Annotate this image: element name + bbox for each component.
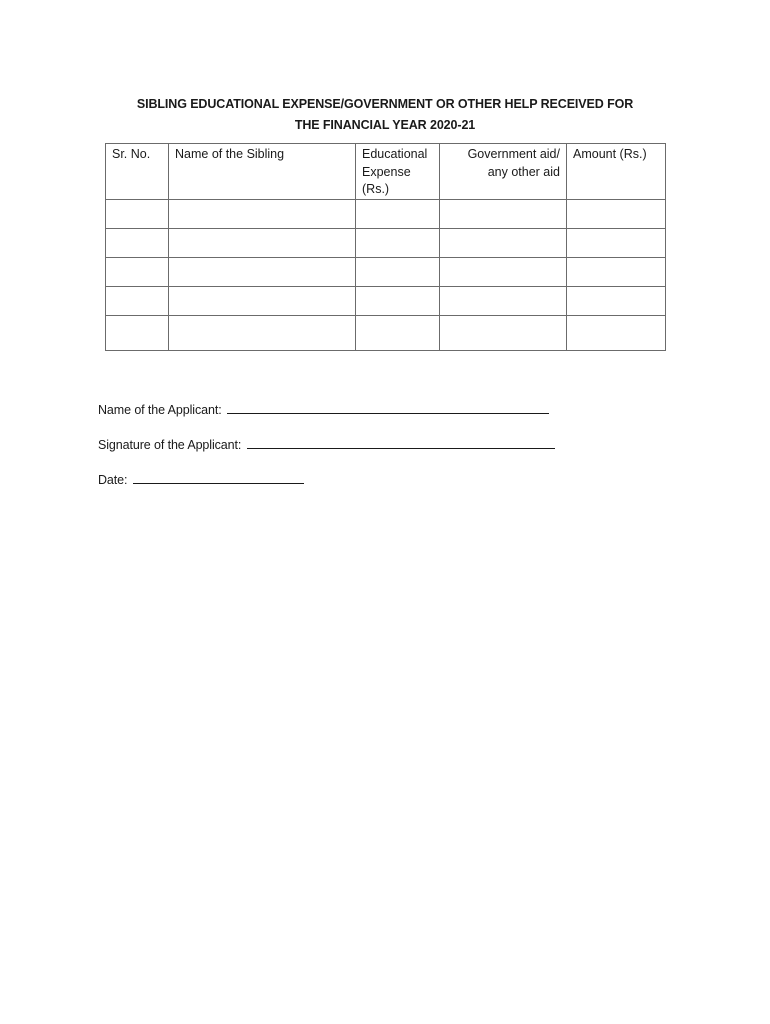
sibling-expense-table [105, 143, 666, 351]
cell-government-aid[interactable] [440, 287, 567, 316]
cell-educational-expense[interactable] [356, 287, 440, 316]
form-title-line-1: SIBLING EDUCATIONAL EXPENSE/GOVERNMENT OR OTHER HELP RECEIVED FOR [136, 97, 634, 111]
cell-sibling-name[interactable] [169, 316, 356, 351]
header-sr-no: Sr. No. [106, 144, 169, 200]
cell-government-aid[interactable] [440, 200, 567, 229]
cell-sr-no[interactable] [106, 316, 169, 351]
table-header-row [106, 144, 666, 200]
date-blank[interactable] [133, 471, 304, 484]
cell-sr-no[interactable] [106, 229, 169, 258]
cell-amount[interactable] [567, 316, 666, 351]
cell-sr-no[interactable] [106, 287, 169, 316]
cell-sibling-name[interactable] [169, 258, 356, 287]
cell-government-aid[interactable] [440, 316, 567, 351]
header-government-aid: Government aid/ any other aid [440, 144, 567, 200]
applicant-signature-blank[interactable] [247, 436, 555, 449]
cell-sibling-name[interactable] [169, 200, 356, 229]
cell-sr-no[interactable] [106, 258, 169, 287]
cell-amount[interactable] [567, 200, 666, 229]
cell-amount[interactable] [567, 258, 666, 287]
date-label: Date: [98, 473, 128, 487]
form-title [100, 94, 670, 136]
applicant-signature-field [98, 436, 555, 452]
cell-educational-expense[interactable] [356, 229, 440, 258]
applicant-name-label: Name of the Applicant: [98, 403, 222, 417]
applicant-name-blank[interactable] [227, 401, 549, 414]
cell-amount[interactable] [567, 229, 666, 258]
header-educational-expense: Educational Expense (Rs.) [356, 144, 440, 200]
applicant-signature-label: Signature of the Applicant: [98, 438, 242, 452]
cell-sr-no[interactable] [106, 200, 169, 229]
cell-government-aid[interactable] [440, 258, 567, 287]
cell-educational-expense[interactable] [356, 200, 440, 229]
form-title-line-2: THE FINANCIAL YEAR 2020-21 [294, 118, 476, 132]
cell-educational-expense[interactable] [356, 258, 440, 287]
table-row [106, 258, 666, 287]
table-row [106, 229, 666, 258]
applicant-name-field [98, 401, 549, 417]
cell-government-aid[interactable] [440, 229, 567, 258]
cell-educational-expense[interactable] [356, 316, 440, 351]
header-sibling-name: Name of the Sibling [169, 144, 356, 200]
cell-sibling-name[interactable] [169, 287, 356, 316]
table-row [106, 316, 666, 351]
table-row [106, 287, 666, 316]
cell-sibling-name[interactable] [169, 229, 356, 258]
cell-amount[interactable] [567, 287, 666, 316]
date-field [98, 471, 304, 487]
header-amount: Amount (Rs.) [567, 144, 666, 200]
table-row [106, 200, 666, 229]
